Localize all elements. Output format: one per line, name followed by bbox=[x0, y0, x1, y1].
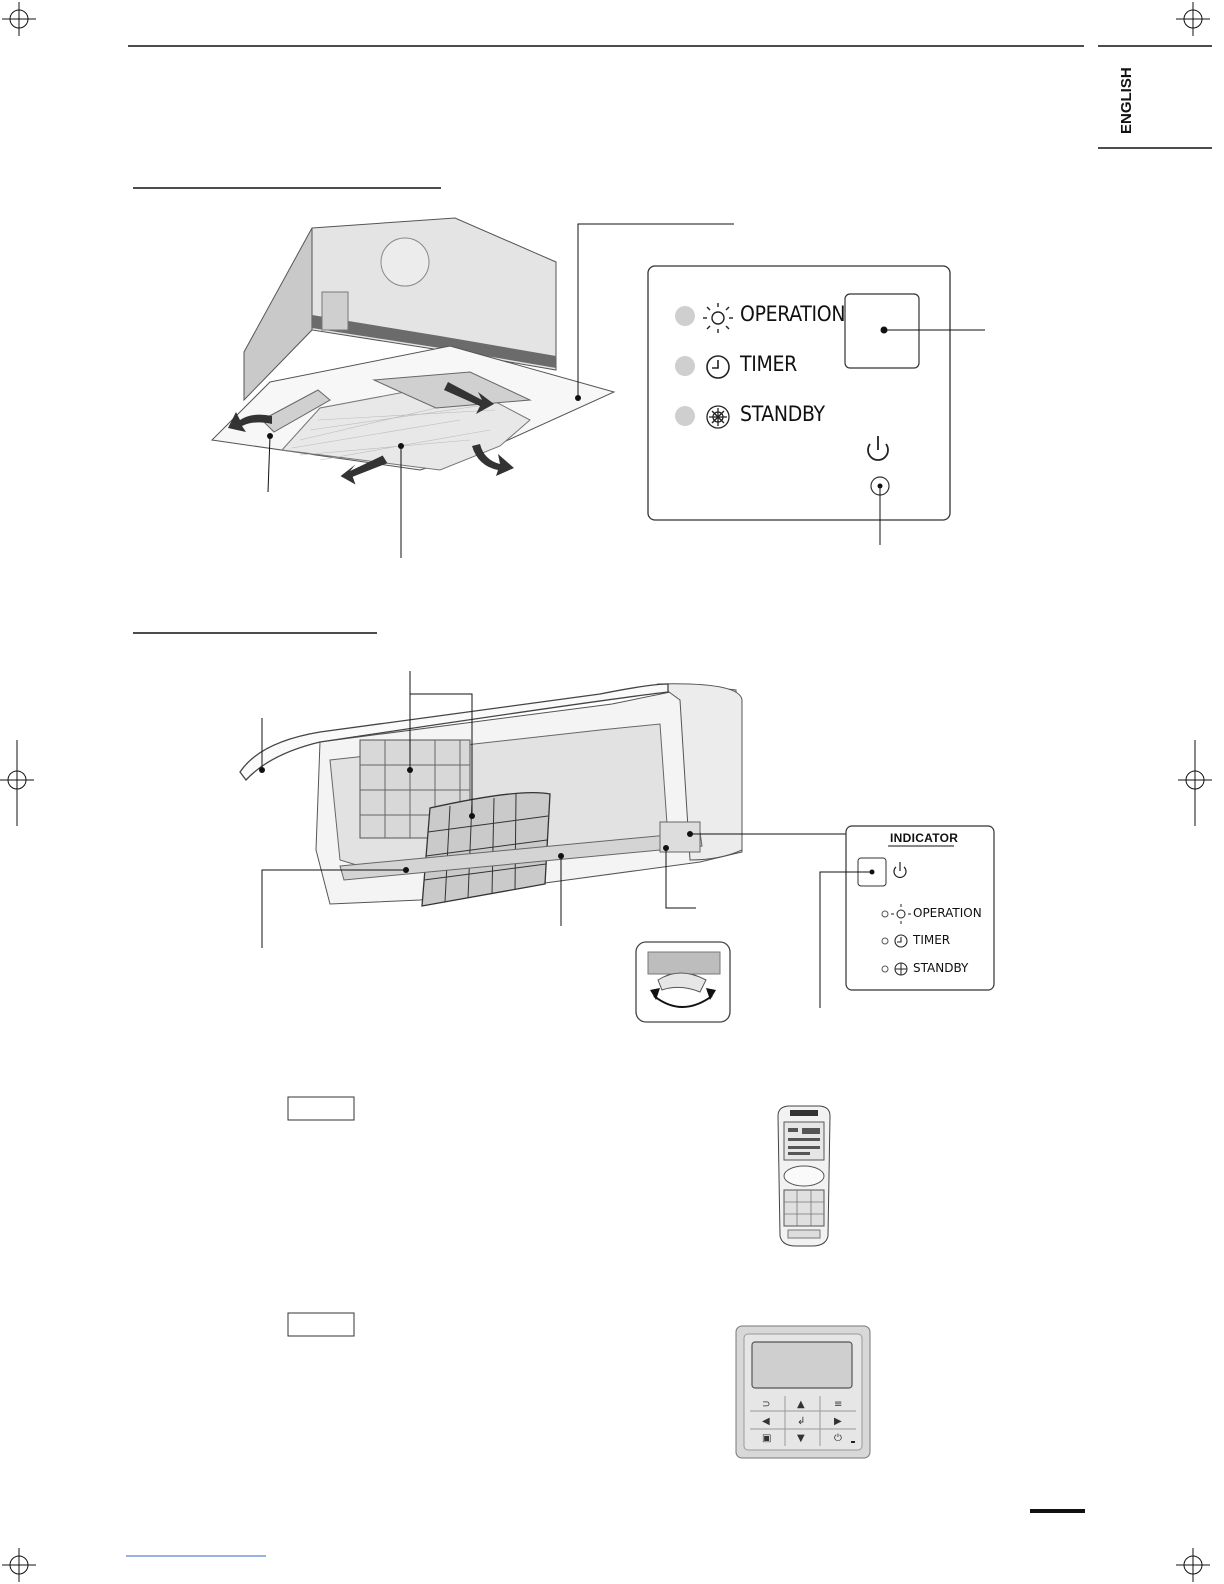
registration-mark-bottom-right bbox=[1176, 1548, 1210, 1582]
svg-text:◀: ◀ bbox=[762, 1416, 770, 1427]
cassette-label-timer: TIMER bbox=[740, 352, 797, 376]
cassette-label-operation: OPERATION bbox=[740, 302, 846, 326]
registration-mark-mid-left bbox=[0, 740, 34, 826]
registration-mark-bottom-left bbox=[2, 1548, 36, 1582]
indicator-label-operation: OPERATION bbox=[913, 906, 982, 920]
label-box-1 bbox=[288, 1097, 354, 1120]
standby-icon bbox=[895, 963, 907, 975]
wireless-remote-illustration bbox=[778, 1106, 830, 1246]
svg-text:▼: ▼ bbox=[797, 1433, 805, 1444]
svg-text:▣: ▣ bbox=[762, 1433, 772, 1444]
svg-text:▶: ▶ bbox=[834, 1416, 842, 1427]
svg-text:⊃: ⊃ bbox=[762, 1399, 771, 1410]
cassette-label-standby: STANDBY bbox=[740, 402, 825, 426]
registration-mark-top-right bbox=[1176, 2, 1210, 36]
language-tab bbox=[1098, 46, 1216, 150]
svg-text:≡: ≡ bbox=[834, 1399, 843, 1410]
standby-icon bbox=[707, 406, 729, 428]
vane-adjust-illustration bbox=[636, 942, 730, 1022]
svg-text:▲: ▲ bbox=[797, 1399, 805, 1410]
registration-mark-mid-right bbox=[1178, 740, 1212, 826]
registration-mark-top-left bbox=[2, 2, 36, 36]
language-tab-label: ENGLISH bbox=[1118, 67, 1135, 134]
indicator-title: INDICATOR bbox=[890, 831, 959, 845]
wall-unit-illustration bbox=[240, 671, 848, 948]
indicator-label-standby: STANDBY bbox=[913, 961, 969, 975]
svg-text:⏻: ⏻ bbox=[834, 1433, 842, 1444]
wired-remote-illustration bbox=[736, 1326, 870, 1458]
svg-text:↲: ↲ bbox=[797, 1416, 806, 1427]
label-box-2 bbox=[288, 1313, 354, 1336]
indicator-label-timer: TIMER bbox=[913, 933, 951, 947]
